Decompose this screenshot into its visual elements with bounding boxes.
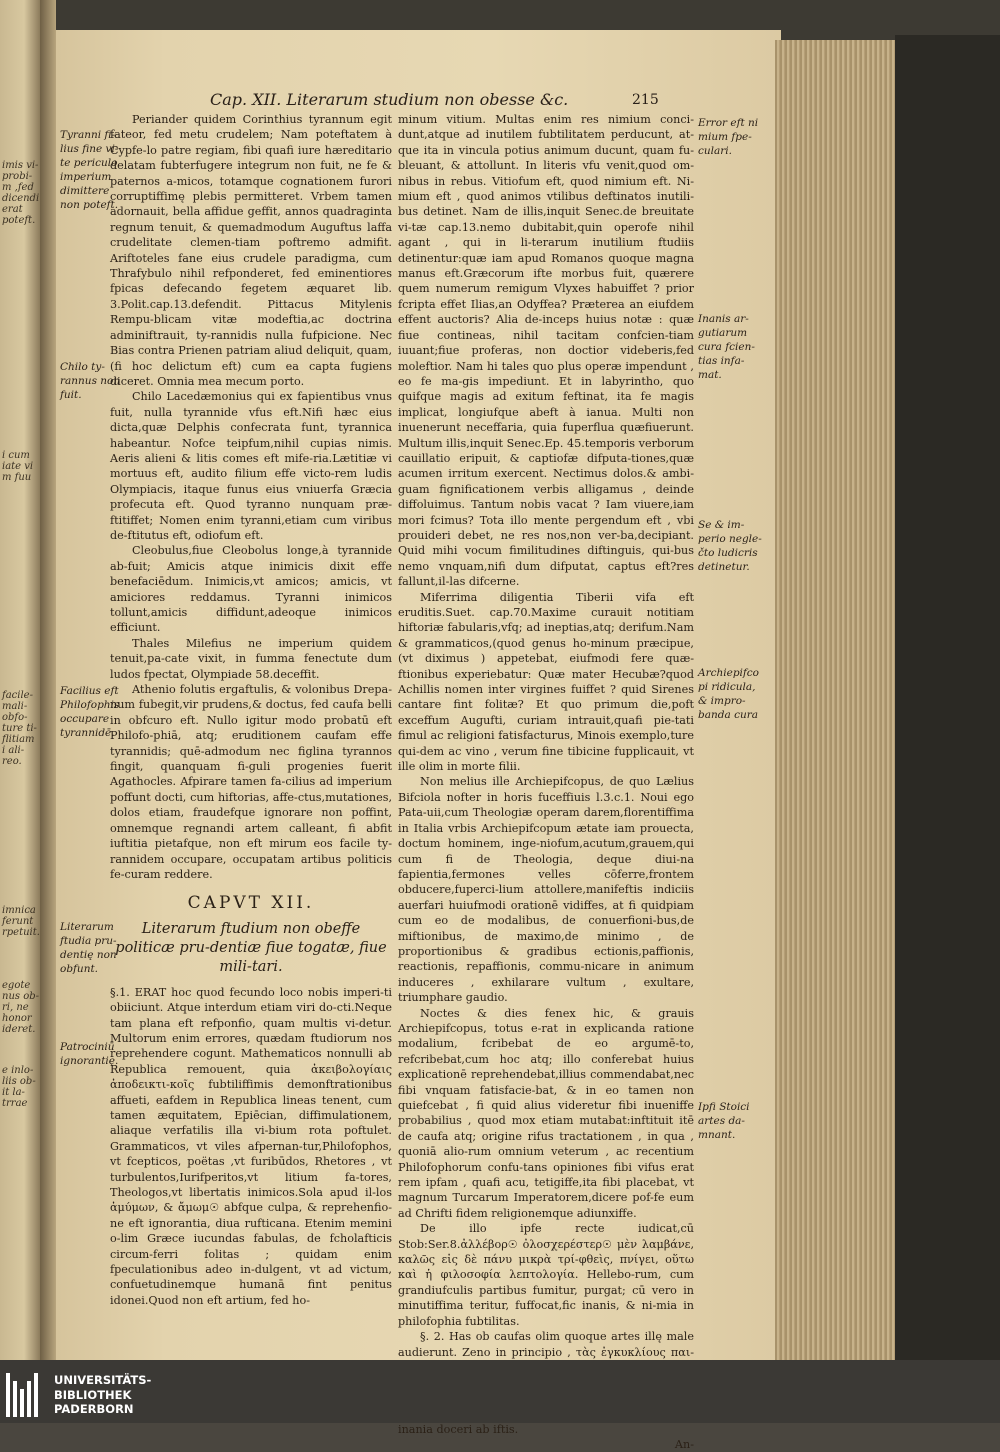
left-page-text-3: facile- mali- obfo- ture ti- flitiam i ali- reo. bbox=[2, 690, 37, 767]
paragraph-archiepiscopus: Non melius ille Archiepifcopus, de quo Lælius Bifciola nofter in horis fuceffiuis l.3.c.1. Noui ego Pata-uii,cum Theologiæ operam darem,florentiffima in Italia vrbis Archiepifcopum ætate iam prouecta, doctum hominem, inge-niofum,acutum,grauem,qui cum fi de Theologia, deque diui-na fapientia,fermones velles cōferre,frontem obducere,fuperci-lium attollere,manifeftis indiciis auerfari huiufmodi orationē vidiffes, at fi quidpiam cum eo de modalibus, de conuerfioni-bus,de miftionibus, de maximo,de minimo , de proportionibus & gradibus ectionis,paffionis, reactionis, repaffionis, commu-nicare in animum induceres , exhilarare vultum , exultare, triumphare gaudio. bbox=[398, 775, 694, 1005]
paragraph-cleobulus: Cleobulus,fiue Cleobolus longe,à tyrannide ab-fuit; Amicis atque inimicis dixit effe benefaciēdum. Inimicis,vt amicos; amicis, vt amiciores reddamus. Tyranni inimicos tollunt,amicis diffidunt,adeoque inimicos efficiunt. bbox=[110, 544, 392, 635]
paragraph-periander: Periander quidem Corinthius tyrannum egit fateor, fed metu crudelem; Nam poteftatem à Cypfe-lo patre regiam, fibi quafi iure hæreditario delatam fubterfugere integrum non fuit, ne fe & paternos a-micos, totamque cognationem furori corruptiffimę plebis permitteret. Vrbem tamen adornauit, bella affidue geffit, annos quadraginta regnum tenuit, & quemadmodum Auguftus laffa crudelitate clemen-tiam poftremo admifit. Ariftoteles fane eius crudele paradigma, cum Thrafybulo nihil refponderet, fed eminentiores fpicas defecando fegetem æquaret lib. 3.Polit.cap.13.defendit. Pittacus Mitylenis Rempu-blicam vitæ modeftia,ac doctrina adminiftrauit, ty-rannidis nulla fufpicione. Nec Bias contra Prienen patriam aliud deliquit, quam, (fi hoc delictum eft) cum ea capta fugiens diceret. Omnia mea mecum porto. bbox=[110, 113, 392, 388]
margin-note-left-3: Facilius eft Philofophis occupare tyrannidē. bbox=[60, 685, 120, 739]
running-title: Cap. XII. Literarum studium non obesse &c. bbox=[210, 90, 569, 109]
left-page-text-1: imis vi- probi- m ,fed dicendi erat poteft. bbox=[2, 160, 40, 226]
paragraph-de-illo: De illo ipfe recte iudicat,cū Stob:Ser.8.ἀλλέβορ☉ ὀλοσχερέστερ☉ μὲν λαμβάνε, καλῶς εἰς δὲ πάνυ μικρὰ τρί-φθεὶς, πνίγει, οὕτω καὶ ἡ φιλοσοφία λεπτολογία. Hellebo-rum, cum grandiufculis partibus fumitur, purgat; cū vero in minutiffima teritur, fuffocat,fic inanis, & ni-mia in philofophia fubtilitas. bbox=[398, 1222, 694, 1328]
library-name-line3: PADERBORN bbox=[54, 1402, 134, 1416]
book-gutter bbox=[40, 0, 56, 1360]
margin-note-right-2: Inanis ar- gutiarum cura fcien- tias infa- mat. bbox=[698, 313, 755, 381]
paragraph-minum-vitium: minum vitium. Multas enim res nimium conci-dunt,atque ad inutilem fubtilitatem perducunt, at-que ita in vincula potius animum ducunt, quam fu-bleuant, & attollunt. In literis vfu venit,quod om-nibus in rebus. Vitiofum eft, quod nimium eft. Ni-mium eft , quod animos vtilibus deftinatos inutili-bus detinet. Nam de illis,inquit Senec.de breuitate vi-tæ cap.13.nemo dubitabit,quin operofe nihil agant , qui in li-terarum inutilium ftudiis detinentur:quæ iam apud Romanos quoque magna manus eft.Græcorum ifte morbus fuit, quærere quem numerum remigum Vlyxes habuiffet ? prior fcripta effet Ilias,an Odyffea? Præterea an eiufdem effent auctoris? Alia de-inceps huius notæ : quæ fiue contineas, nihil tacitam confcien-tiam iuuant;fiue proferas, non doctior videberis,fed moleftior. Nam hi tales quo plus operæ impendunt , eo fe ma-gis impediunt. Et in labyrintho, quo quifque magis ad exitum feftinat, ita fe magis implicat, longiufque abeft à ianua. Multi non inuenerunt neceffaria, quia fuperflua quæfiuerunt. Multum illis,inquit Senec.Ep. 45.temporis verborum cauillatio eripuit, & captiofæ difputa-tiones,quæ acumen irritum exercent. Nectimus dolos.& ambi-guam fignificationem verbis alligamus , deinde diffoluimus. Tantum nobis vacat ? Iam viuere,iam mori fcimus? Tota illo mente pergendum eft , vbi prouideri debet, ne res nos,non ver-ba,decipiant. Quid mihi vocum fimilitudines diftinguis, qui-bus nemo vnquam,nifi dum difputat, captus eft?res fallunt,il-las difcerne. bbox=[398, 113, 694, 589]
paragraph-section-2: §. 2. Has ob caufas olim quoque artes illę male audierunt. Zeno in principio , τὰς ἐγκυκλίους παι- inania doceri ab iftis. bbox=[398, 1330, 694, 1436]
library-name bbox=[54, 1373, 151, 1417]
left-column bbox=[110, 112, 392, 1308]
page-edges bbox=[775, 40, 898, 1360]
margin-note-left-2: Chilo ty- rannus non fuit. bbox=[60, 361, 121, 401]
paragraph-athenio: Athenio folutis ergaftulis, & volonibus Drepa-num fubegit,vir prudens,& doctus, fed caufa belli in obfcuro eft. Nullo igitur modo probatū eft Philofo-phiā, atq; eruditionem caufam effe tyrannidis; quē-admodum nec figlina tyrannos fingit, quanquam fi-guli progenies fuerit Agathocles. Afpirare tamen fa-cilius ad imperium poffunt docti, cum hiftorias, affe-ctus,mutationes, dolos etiam, fraudefque ignorare non poffint, omnemque regnandi artem calleant, fi abfit iuftitia pietafque, non eft mirum eos facile ty-rannidem occupare, occupatam artibus politicis fe-curam reddere. bbox=[110, 683, 392, 881]
paragraph-chilo: Chilo Lacedæmonius qui ex fapientibus vnus fuit, nulla tyrannide vfus eft.Nifi hæc eius dicta,quæ Delphis confecrata funt, tyrannica habeantur. Nofce teipfum,nihil cupias nimis. Aeris alieni & litis comes eft mife-ria.Lætitiæ vi mortuus eft, audito filium effe victo-rem ludis Olympiacis, itaque funus eius vniuerfa Græcia profecuta eft. Quod tyranno nunquam præ-ftitiffet; Nomen enim tyranni,etiam cum viribus de-ftitutus eft, odiofum eft. bbox=[110, 390, 392, 542]
chapter-title: Literarum ftudium non obeffe politicæ pru-dentiæ fiue togatæ, fiue mili-tari. bbox=[115, 920, 387, 975]
margin-note-left-4: Literarum ftudia pru- dentię non obfunt. bbox=[60, 921, 117, 975]
chapter-heading: CAPVT XII. bbox=[187, 893, 315, 914]
paragraph-thales: Thales Milefius ne imperium quidem tenuit,pa-cate vixit, in fumma fenectute dum ludos fpectat, Olympiade 58.deceffit. bbox=[110, 636, 392, 681]
left-page-fragment bbox=[0, 0, 40, 1360]
margin-note-right-5: Ipfi Stoici artes da- mnant. bbox=[698, 1101, 750, 1141]
left-page-text-6: e inlo- liis ob- it la- trrae bbox=[2, 1065, 36, 1109]
left-page-text-2: i cum iate vi m fuu bbox=[2, 450, 34, 483]
left-page-text-5: egote nus ob- ri, ne honor ideret. bbox=[2, 980, 39, 1035]
catchword: An- bbox=[674, 1437, 694, 1451]
library-name-line2: BIBLIOTHEK bbox=[54, 1387, 132, 1402]
margin-note-left-5: Patrociniū ignorantię. bbox=[60, 1041, 119, 1067]
left-page-text-4: imnica ferunt rpetuit. bbox=[2, 905, 40, 938]
library-logo-icon bbox=[6, 1373, 46, 1417]
paragraph-tiberius: Miferrima diligentia Tiberii vifa eft eruditis.Suet. cap.70.Maxime curauit notitiam hiftoriæ fabularis,vfq; ad ineptias,atq; derifum.Nam & grammaticos,(quod genus ho-minum præcipue, (vt diximus ) appetebat, eiufmodi fere quæ-ftionibus experiebatur: Quæ mater Hecubæ?quod Achillis nomen inter virgines fuiffet ? quid Sirenes cantare fint folitæ? Et quo primum die,poft exceffum Augufti, curiam intrauit,quafi pie-tati fimul ac religioni fatisfacturus, Minois exemplo,ture qui-dem ac vino , verum fine tibicine fupplicauit, vt ille olim in morte filii. bbox=[398, 590, 694, 774]
paragraph-noctes: Noctes & dies fenex hic, & grauis Archiepifcopus, totus e-rat in explicanda ratione modalium, fcribebat de eo argumē-to, refcribebat,cum hoc atq; illo conferebat huius explicationē reprehendebat,illius commendabat,nec fibi vnquam fatisfacie-bat, & in eo tamen non quiefcebat , fi quid alius videretur fibi inueniffe probabilius , quod mox etiam mutabat:inftituit itē de caufa atq; origine rifus tractationem , in qua , quoniā alio-rum omnium veterum , ac recentium Philofophorum confu-tans opiniones fibi vifus erat rem ipfam , quafi acu, tetigiffe,ita fibi placebat, vt magnum Turcarum Imperatorem,dicere pof-fe eum ad Chrifti fidem religionemque adiunxiffe. bbox=[398, 1006, 694, 1220]
library-name-line1: UNIVERSITÄTS- bbox=[54, 1373, 152, 1387]
book-cover bbox=[895, 35, 1000, 1360]
margin-note-right-4: Archiepifco pi ridicula, & impro- banda cura bbox=[698, 667, 759, 721]
right-column bbox=[398, 112, 694, 1452]
margin-note-right-1: Error eft ni mium fpe- culari. bbox=[698, 117, 759, 157]
margin-note-left-1: Tyranni fi- lius fine vi- te periculo imperium dimittere non poteft. bbox=[60, 129, 119, 211]
paragraph-section-1: §.1. ERAT hoc quod fecundo loco nobis imperi-ti obiiciunt. Atque interdum etiam viri do-cti.Neque tam plana eft refponfio, quam multis vi-detur. Multorum enim errores, quædam ftudiorum nos reprehendere cogunt. Mathematicos nonnulli ab Republica remouent, quia ἀκειβολογίαις ἀποδεικτι-κοῖς fubtiliffimis demonftrationibus affueti, eafdem in Republica lineas tenent, cum tamen æquitatem, Epiēcian, diffimulationem, aliaque verfatilis illa vi-bium rota poftulet. Grammaticos, vt viles afpernan-tur,Philofophos, vt fcepticos, poëtas ,vt furibūdos, Rhetores , vt turbulentos,Iurifperitos,vt litium fa-tores, Theologos,vt libertatis inimicos.Sola apud il-los ἀμύμων, & ἄμωμ☉ abfque culpa, & reprehenfio-ne eft ignorantia, diua rufticana. Etenim memini o-lim Græce iucundas fabulas, de fcholafticis circum-ferri folitas ; quidam enim fpeculationibus adeo in-dulgent, vt ad victum, confuetudinemque humanā fint penitus idonei.Quod non eft artium, fed ho- bbox=[110, 985, 392, 1307]
page-number: 215 bbox=[632, 92, 659, 108]
margin-note-right-3: Se & im- perio negle- čto ludicris detinetur. bbox=[698, 519, 762, 573]
